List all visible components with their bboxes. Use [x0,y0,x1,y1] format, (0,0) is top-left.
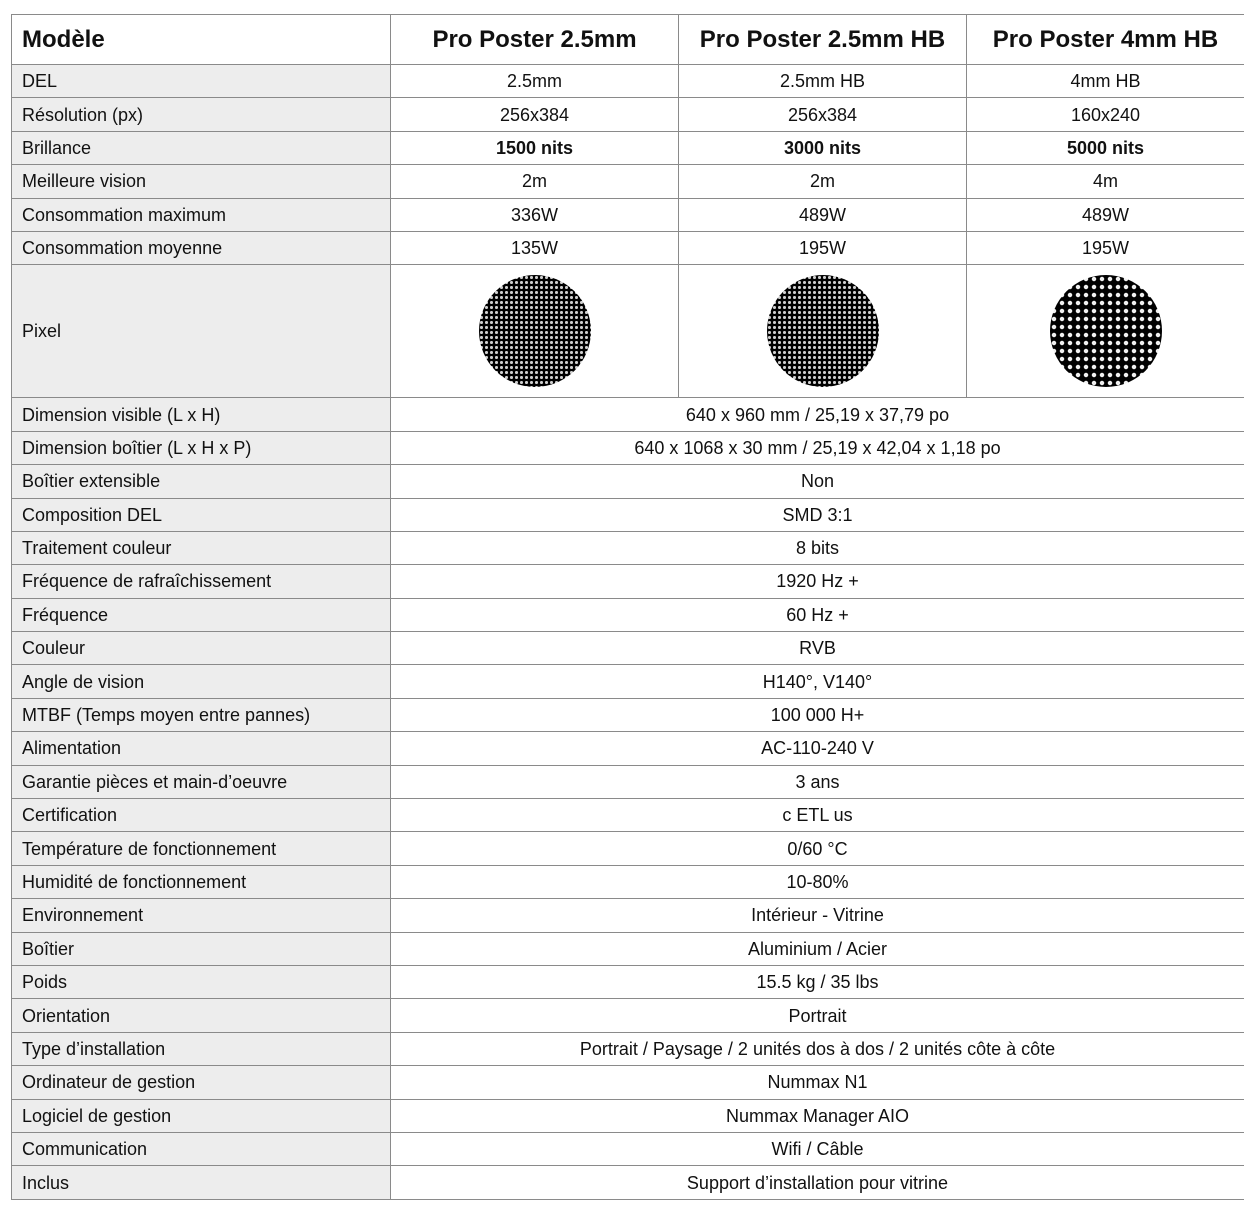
table-row [12,799,1244,832]
table-row [12,198,1244,231]
row-label: Fréquence [12,598,391,631]
table-row [12,231,1244,264]
model-2-value: 2.5mm HB [679,65,967,98]
pixel-fine-icon [767,275,879,387]
row-label: Couleur [12,632,391,665]
shared-value: 15.5 kg / 35 lbs [391,965,1244,998]
model-1-pixel-cell [391,265,679,398]
row-label: Orientation [12,999,391,1032]
spec-table [11,14,1244,1200]
row-label: Boîtier extensible [12,465,391,498]
model-1-value: 1500 nits [391,131,679,164]
row-label: Brillance [12,131,391,164]
table-row [12,465,1244,498]
row-label: Température de fonctionnement [12,832,391,865]
row-label: Type d’installation [12,1032,391,1065]
shared-value: 10-80% [391,865,1244,898]
shared-value: 60 Hz + [391,598,1244,631]
model-2-value: 256x384 [679,98,967,131]
row-label: Composition DEL [12,498,391,531]
table-row [12,398,1244,431]
table-row [12,899,1244,932]
row-label: Certification [12,799,391,832]
model-1-value: 256x384 [391,98,679,131]
table-row [12,765,1244,798]
row-label: Dimension boîtier (L x H x P) [12,431,391,464]
model-2-value: 2m [679,165,967,198]
shared-value: 1920 Hz + [391,565,1244,598]
row-label: Ordinateur de gestion [12,1066,391,1099]
header-model-2: Pro Poster 2.5mm HB [679,15,967,65]
table-row [12,165,1244,198]
row-label: Dimension visible (L x H) [12,398,391,431]
table-row [12,498,1244,531]
row-label: Environnement [12,899,391,932]
shared-value: 100 000 H+ [391,698,1244,731]
table-row [12,65,1244,98]
shared-value: Non [391,465,1244,498]
header-model-3: Pro Poster 4mm HB [967,15,1244,65]
table-row [12,1166,1244,1199]
shared-value: 3 ans [391,765,1244,798]
model-1-value: 2.5mm [391,65,679,98]
shared-value: 640 x 1068 x 30 mm / 25,19 x 42,04 x 1,18 po [391,431,1244,464]
table-row [12,1032,1244,1065]
table-row [12,431,1244,464]
row-label: Consommation maximum [12,198,391,231]
table-row [12,732,1244,765]
row-label: Logiciel de gestion [12,1099,391,1132]
table-row [12,632,1244,665]
row-label: Boîtier [12,932,391,965]
table-row [12,865,1244,898]
shared-value: SMD 3:1 [391,498,1244,531]
pixel-fine-icon [479,275,591,387]
row-label: Fréquence de rafraîchissement [12,565,391,598]
shared-value: Portrait [391,999,1244,1032]
row-label: Communication [12,1132,391,1165]
row-label: Résolution (px) [12,98,391,131]
spec-table-body [12,65,1244,1200]
model-3-value: 489W [967,198,1244,231]
model-3-value: 5000 nits [967,131,1244,164]
model-2-pixel-cell [679,265,967,398]
model-3-value: 195W [967,231,1244,264]
table-row [12,98,1244,131]
model-3-value: 160x240 [967,98,1244,131]
row-label: Inclus [12,1166,391,1199]
table-row [12,531,1244,564]
model-3-value: 4mm HB [967,65,1244,98]
table-row [12,565,1244,598]
row-label: Humidité de fonctionnement [12,865,391,898]
table-row [12,1066,1244,1099]
shared-value: Wifi / Câble [391,1132,1244,1165]
shared-value: 640 x 960 mm / 25,19 x 37,79 po [391,398,1244,431]
row-label: Pixel [12,265,391,398]
table-row [12,999,1244,1032]
model-2-value: 3000 nits [679,131,967,164]
pixel-coarse-icon [1050,275,1162,387]
shared-value: c ETL us [391,799,1244,832]
model-2-value: 489W [679,198,967,231]
header-model-1: Pro Poster 2.5mm [391,15,679,65]
shared-value: 0/60 °C [391,832,1244,865]
table-row [12,932,1244,965]
model-2-value: 195W [679,231,967,264]
shared-value: Nummax N1 [391,1066,1244,1099]
model-1-value: 135W [391,231,679,264]
row-label: Poids [12,965,391,998]
shared-value: Nummax Manager AIO [391,1099,1244,1132]
row-label: DEL [12,65,391,98]
row-label: Garantie pièces et main-d’oeuvre [12,765,391,798]
shared-value: Intérieur - Vitrine [391,899,1244,932]
table-row [12,1132,1244,1165]
shared-value: H140°, V140° [391,665,1244,698]
row-label: Traitement couleur [12,531,391,564]
model-3-pixel-cell [967,265,1244,398]
pixel-row [12,265,1244,398]
row-label: Meilleure vision [12,165,391,198]
table-row [12,698,1244,731]
shared-value: RVB [391,632,1244,665]
row-label: Angle de vision [12,665,391,698]
row-label: Consommation moyenne [12,231,391,264]
shared-value: 8 bits [391,531,1244,564]
header-row [12,15,1244,65]
table-row [12,131,1244,164]
table-row [12,965,1244,998]
shared-value: Aluminium / Acier [391,932,1244,965]
table-row [12,598,1244,631]
header-label: Modèle [12,15,391,65]
model-1-value: 336W [391,198,679,231]
shared-value: AC-110-240 V [391,732,1244,765]
shared-value: Support d’installation pour vitrine [391,1166,1244,1199]
shared-value: Portrait / Paysage / 2 unités dos à dos / 2 unités côte à côte [391,1032,1244,1065]
row-label: MTBF (Temps moyen entre pannes) [12,698,391,731]
model-3-value: 4m [967,165,1244,198]
table-row [12,832,1244,865]
table-row [12,665,1244,698]
table-row [12,1099,1244,1132]
row-label: Alimentation [12,732,391,765]
model-1-value: 2m [391,165,679,198]
